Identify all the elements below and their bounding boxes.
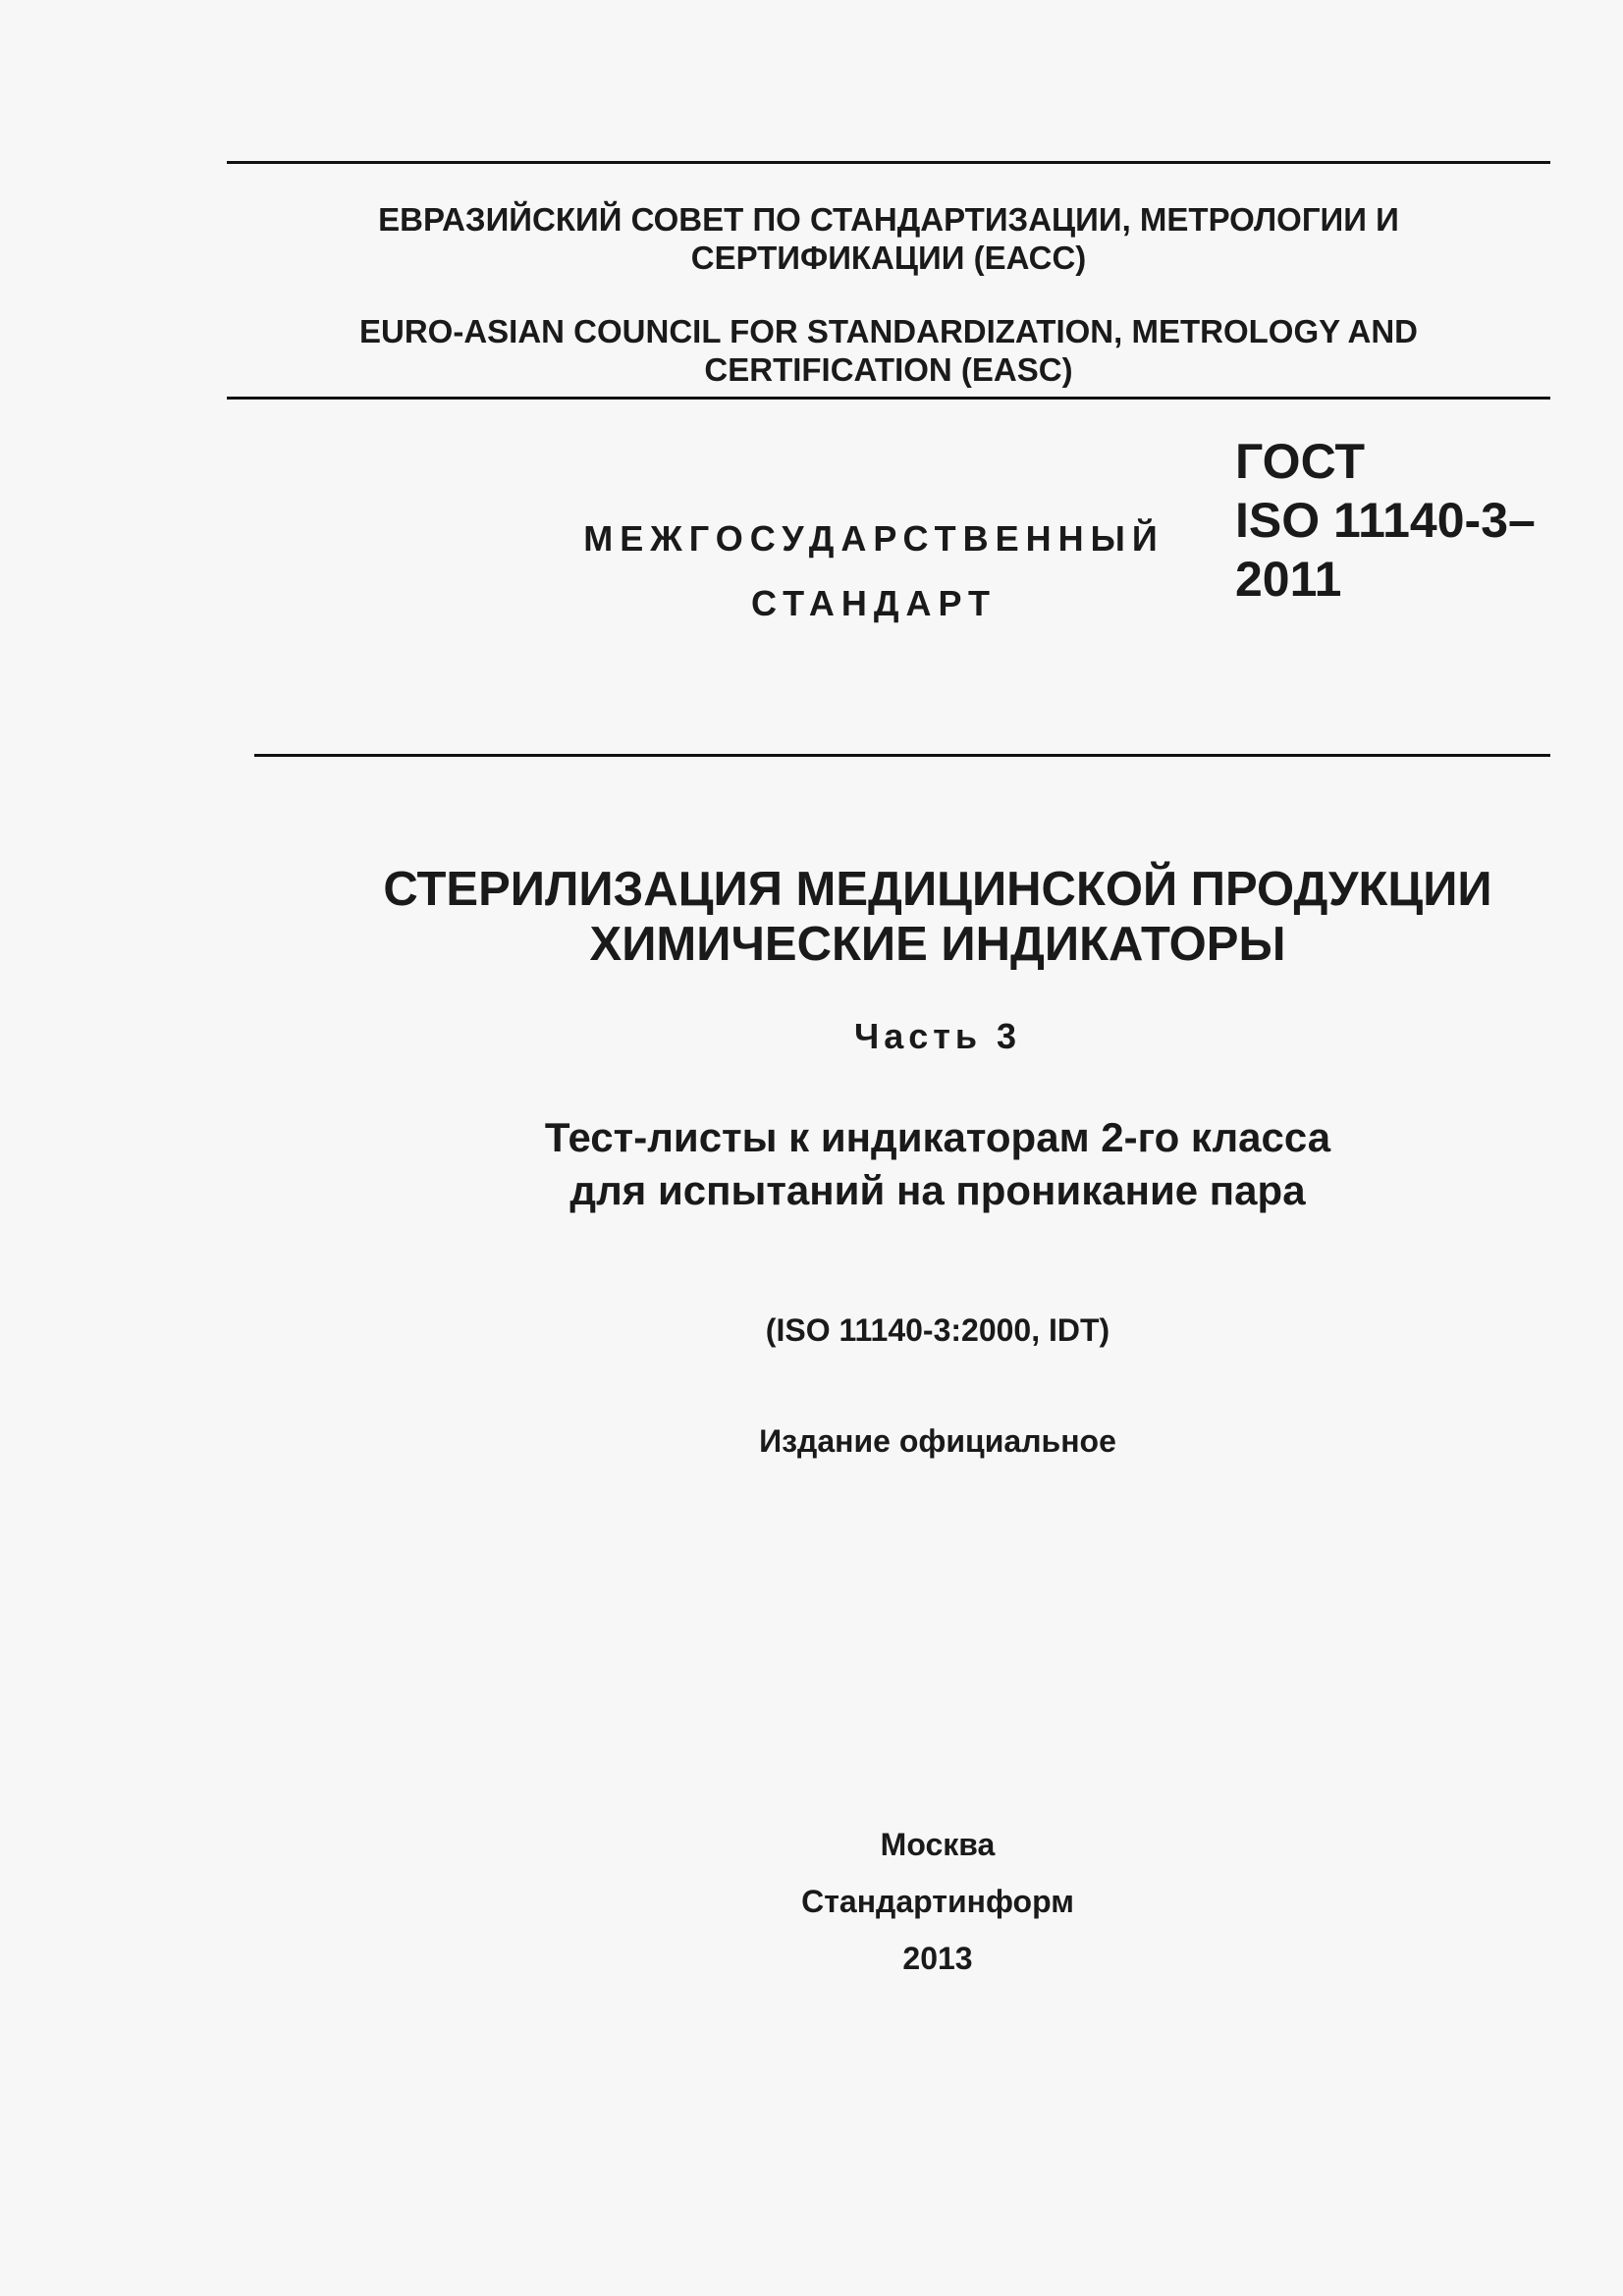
document-subtitle xyxy=(325,1111,1550,1217)
title-line-2: ХИМИЧЕСКИЕ ИНДИКАТОРЫ xyxy=(589,918,1286,971)
imprint-city: Москва xyxy=(880,1827,996,1862)
iso-reference: (ISO 11140-3:2000, IDT) xyxy=(765,1312,1110,1348)
council-name-en-line-1: EURO-ASIAN COUNCIL FOR STANDARDIZATION, METROLOGY AND xyxy=(359,313,1418,349)
title-divider xyxy=(254,754,1550,757)
imprint xyxy=(325,1816,1550,1987)
subtitle-line-2: для испытаний на проникание пара xyxy=(569,1167,1306,1213)
council-name-en xyxy=(227,312,1550,389)
council-name-ru-line-2: СЕРТИФИКАЦИИ (ЕАСС) xyxy=(690,240,1087,276)
edition-label: Издание официальное xyxy=(759,1423,1116,1459)
council-name-en-line-2: CERTIFICATION (EASC) xyxy=(704,351,1073,388)
standard-designation xyxy=(1235,432,1536,609)
designation-line-2: ISO 11140-3– xyxy=(1235,493,1536,548)
designation-line-1: ГОСТ xyxy=(1235,434,1365,489)
imprint-year: 2013 xyxy=(902,1941,973,1976)
subtitle-line-1: Тест-листы к индикаторам 2-го класса xyxy=(544,1114,1331,1160)
standard-type-line-1: МЕЖГОСУДАРСТВЕННЫЙ xyxy=(583,518,1164,559)
top-divider xyxy=(227,161,1550,164)
standard-type-line-2: СТАНДАРТ xyxy=(751,583,997,623)
council-name-ru-line-1: ЕВРАЗИЙСКИЙ СОВЕТ ПО СТАНДАРТИЗАЦИИ, МЕТРОЛОГИИ И xyxy=(378,201,1399,238)
council-name-ru xyxy=(227,200,1550,277)
document-title xyxy=(325,862,1550,972)
designation-line-3: 2011 xyxy=(1235,552,1342,607)
standard-type xyxy=(511,507,1237,636)
imprint-publisher: Стандартинформ xyxy=(801,1884,1074,1919)
middle-divider xyxy=(227,397,1550,400)
part-number: Часть 3 xyxy=(853,1016,1022,1056)
title-line-1: СТЕРИЛИЗАЦИЯ МЕДИЦИНСКОЙ ПРОДУКЦИИ xyxy=(383,863,1492,916)
